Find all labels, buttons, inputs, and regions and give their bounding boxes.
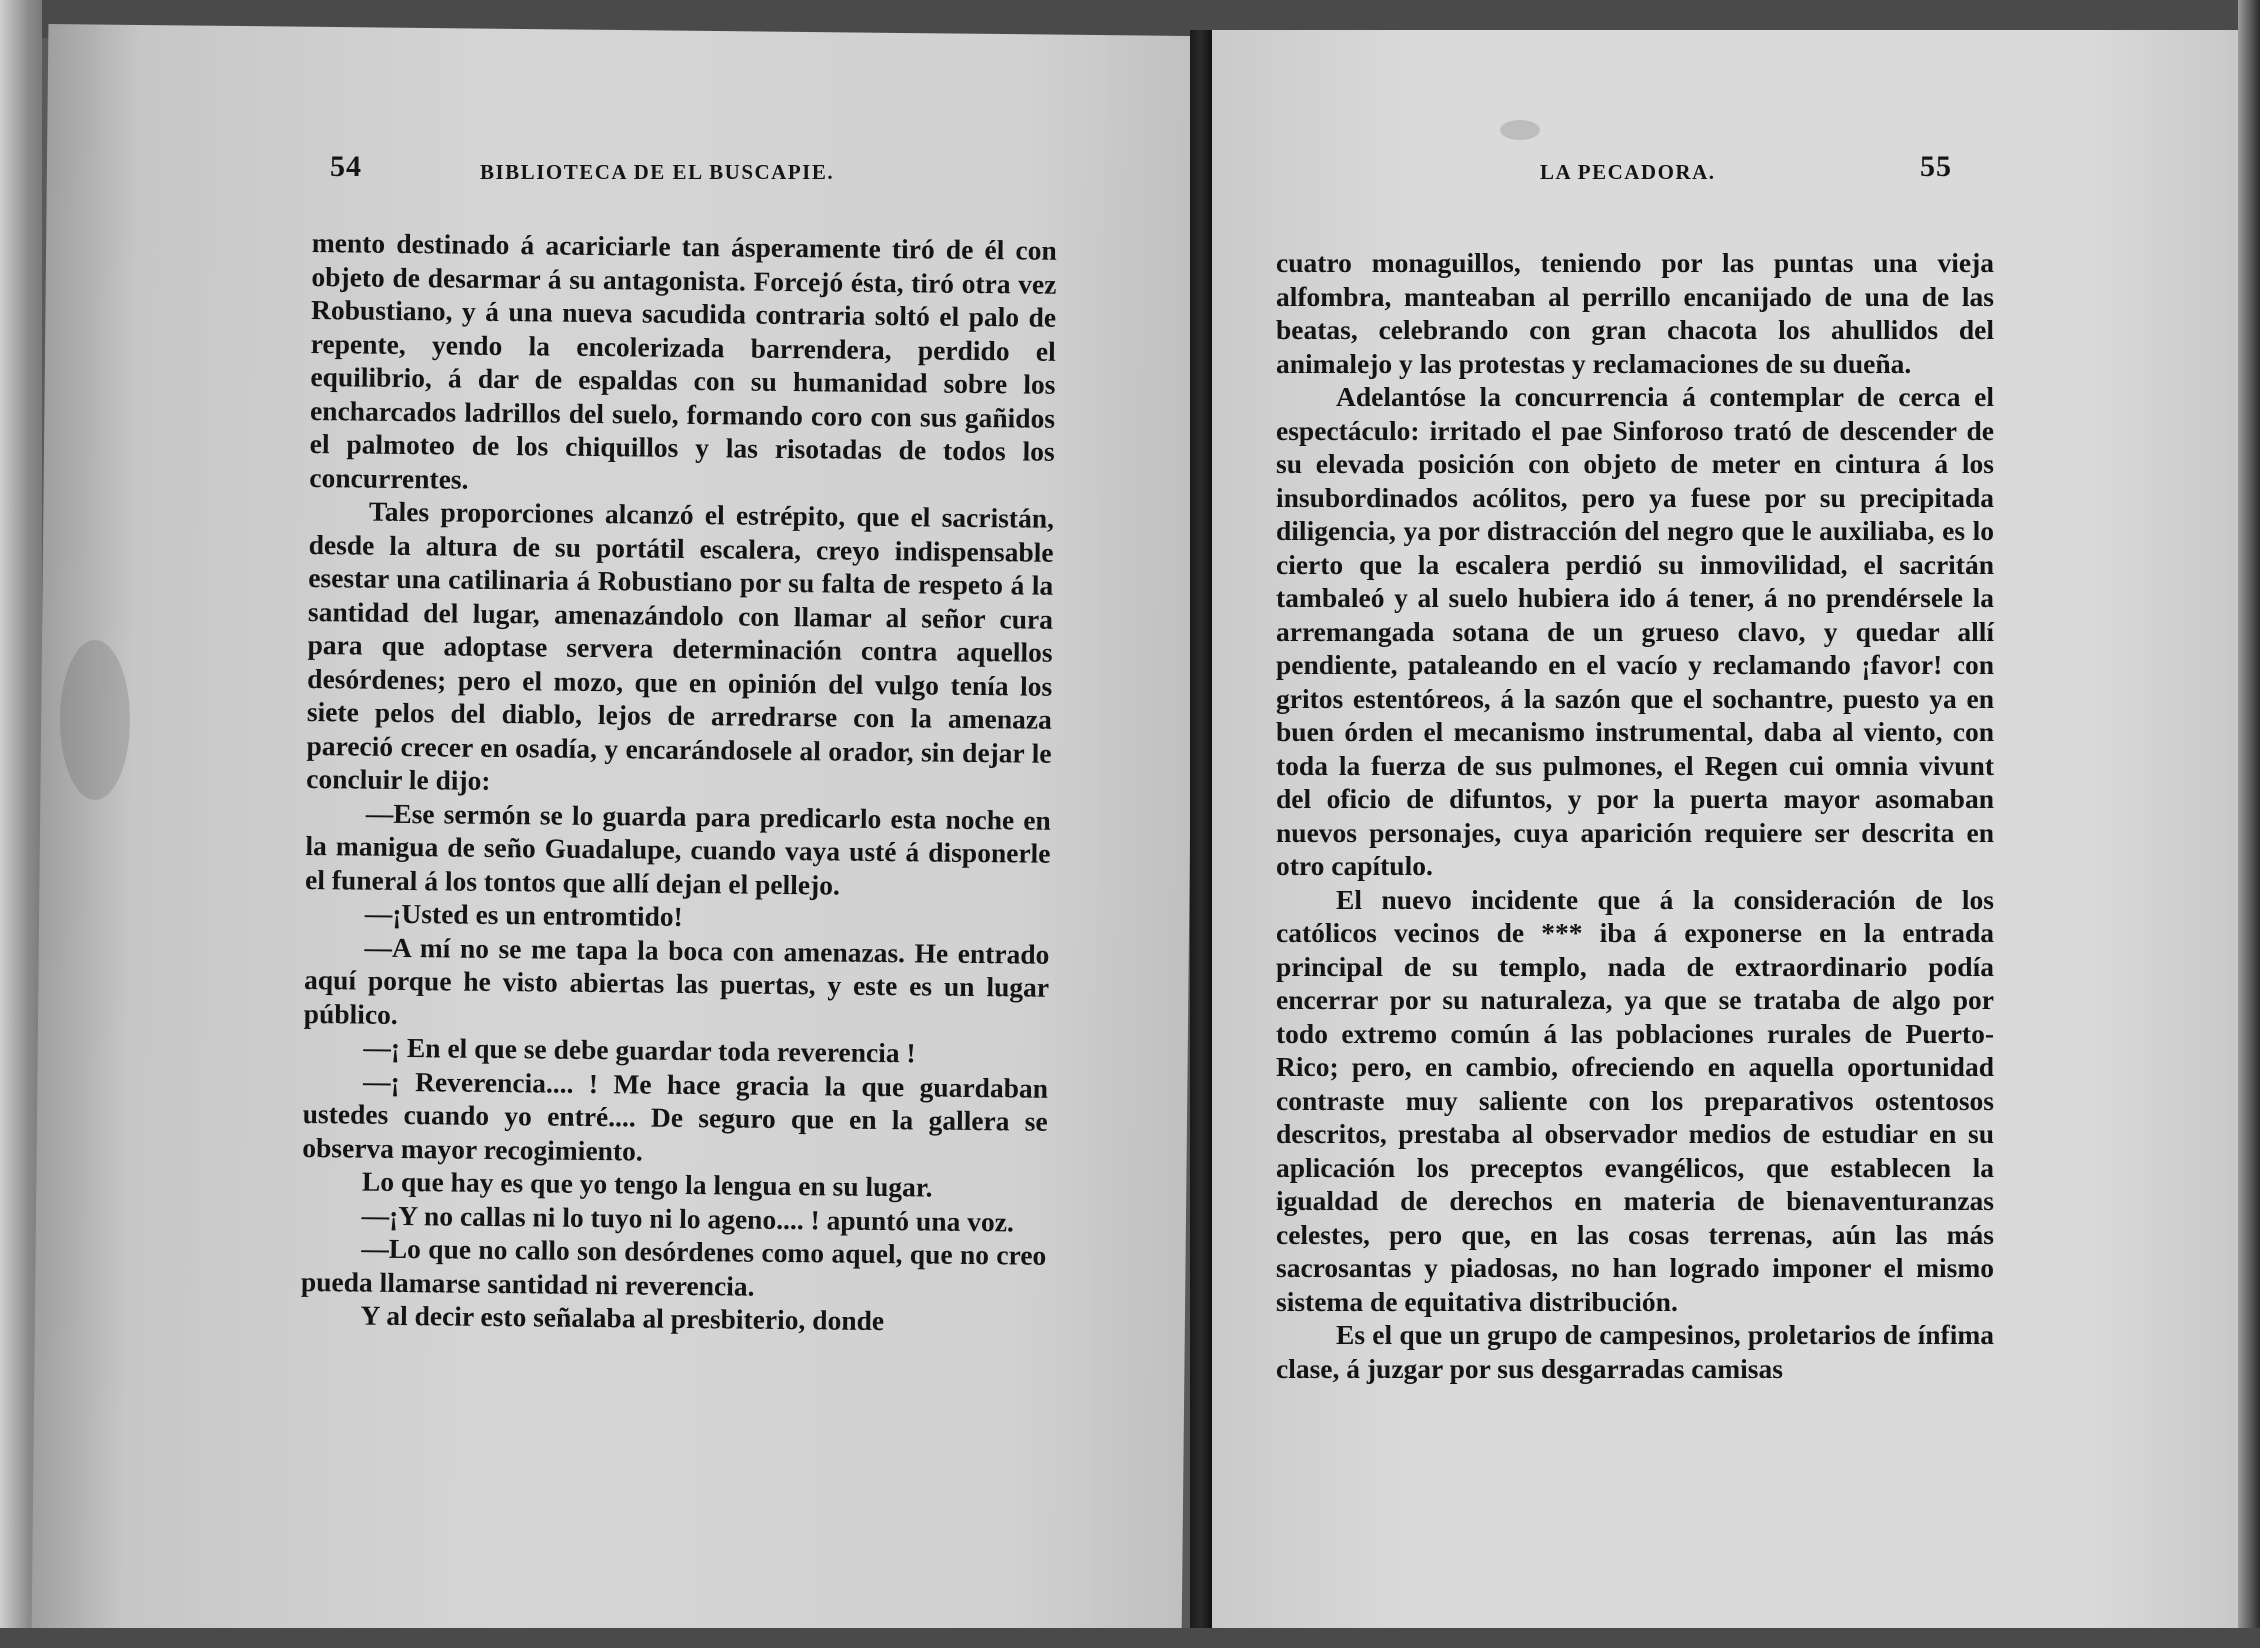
paragraph: —A mí no se me tapa la boca con amenazas. He entrado aquí porque he visto abiertas las puertas, y este es un lugar público. [303, 931, 1050, 1030]
paragraph: —¡ Reverencia.... ! Me hace gracia la que guardaban ustedes cuando yo entré.... De seguro que en la gallera se observa mayor recogimiento. [302, 1065, 1049, 1167]
paragraph: Adelantóse la concurrencia á contemplar de cerca el espectáculo: irritado el pae Sinforoso trató de descender de su elevada posición con objeto de meter en cintura á los insubordinados acólitos, pero ya fuese por su precipitada diligencia, ya por distracción del negro que le auxiliaba, es lo cierto que la escalera perdió su inmovilidad, el sacritán tambaleó y al suelo hubiera ido á tener, á no prendérsele la arremangada sotana de un grueso clavo, y quedar allí pendiente, pataleando en el vacío y reclamando ¡favor! con gritos estentóreos, á la sazón que el sochantre, puesto ya en buen órden el mecanismo instrumental, daba al viento, con toda la fuerza de sus pulmones, el Regen cui omnia vivunt del oficio de difuntos, y por la puerta mayor asomaban nuevos personajes, cuya aparición requiere ser descrita en otro capítulo. [1276, 381, 1994, 881]
paragraph: —Lo que no callo son desórdenes como aquel, que no creo pueda llamarse santidad ni reverencia. [300, 1232, 1047, 1302]
book-gutter [1190, 30, 1212, 1635]
left-running-head: BIBLIOTECA DE EL BUSCAPIE. [480, 160, 835, 184]
right-page-body [1276, 246, 1994, 1385]
paragraph: El nuevo incidente que á la consideración de los católicos vecinos de *** iba á exponerse en la entrada principal de su templo, nada de extraordinario podía encerrar por su naturaleza, ya que se trataba de algo por todo extremo común á las poblaciones rurales de Puerto-Rico; pero, en cambio, ofreciendo en aquella oportunidad contraste muy saliente con los preparativos ostentosos descritos, prestaba al observador medios de estudiar en su aplicación los preceptos evangélicos, que establecen la igualdad de derechos en materia de bienaventuranzas celestes, pero que, en las cosas terrenas, aún las más sacrosantas y piadosas, no han logrado imponer el mismo sistema de equitativa distribución. [1276, 883, 1994, 1317]
scan-bottom-margin [0, 1628, 2260, 1648]
paragraph: —¡Y no callas ni lo tuyo ni lo ageno.... ! apuntó una voz. [361, 1199, 1014, 1237]
paragraph: mento destinado á acariciarle tan ásperamente tiró de él con objeto de desarmar á su antagonista. Forcejó ésta, tiró otra vez Robustiano, y á una nueva sacudida contraria soltó el palo de repente, yendo la encolerizada barrendera, perdido el equilibrio, á dar de espaldas con su humanidad sobre los encharcados ladrillos del suelo, formando coro con sus gañidos el palmoteo de los chiquillos y las risotadas de todos los concurrentes. [309, 226, 1057, 495]
scan-right-edge [2238, 0, 2260, 1648]
left-page-number: 54 [330, 150, 362, 183]
paragraph: —¡Usted es un entromtido! [364, 897, 683, 932]
paragraph: —Ese sermón se lo guarda para predicarlo esta noche en la manigua de seño Guadalupe, cuando vaya usté á disponerle el funeral á los tontos que allí dejan el pellejo. [304, 797, 1051, 901]
right-page-number: 55 [1920, 150, 1952, 183]
paragraph: Lo que hay es que yo tengo la lengua en su lugar. [361, 1165, 933, 1203]
left-page-body [300, 226, 1057, 1339]
paragraph: Y al decir esto señalaba al presbiterio, donde [360, 1299, 885, 1337]
paragraph: —¡ En el que se debe guardar toda reverencia ! [363, 1031, 916, 1069]
paragraph: Es el que un grupo de campesinos, proletarios de ínfima clase, á juzgar por sus desgarradas camisas [1276, 1319, 1994, 1384]
paragraph: cuatro monaguillos, teniendo por las puntas una vieja alfombra, manteaban al perrillo encanijado de una de las beatas, celebrando con gran chacota los ahullidos del animalejo y las protestas y reclamaciones de su dueña. [1276, 247, 1994, 379]
smudge-mark [60, 640, 130, 800]
right-running-head: LA PECADORA. [1540, 160, 1716, 184]
smudge-mark [1500, 120, 1540, 140]
paragraph: Tales proporciones alcanzó el estrépito, que el sacristán, desde la altura de su portátil escalera, creyo indispensable esestar una catilinaria á Robustiano por su falta de respeto á la santidad del lugar, amenazándolo con llamar al señor cura para que adoptase servera determinación contra aquellos desórdenes; pero el mozo, que en opinión del vulgo tenía los siete pelos del diablo, lejos de arredrarse con la amenaza pareció crecer en osadía, y encarándosele al orador, sin dejar le concluir le dijo: [306, 495, 1055, 796]
